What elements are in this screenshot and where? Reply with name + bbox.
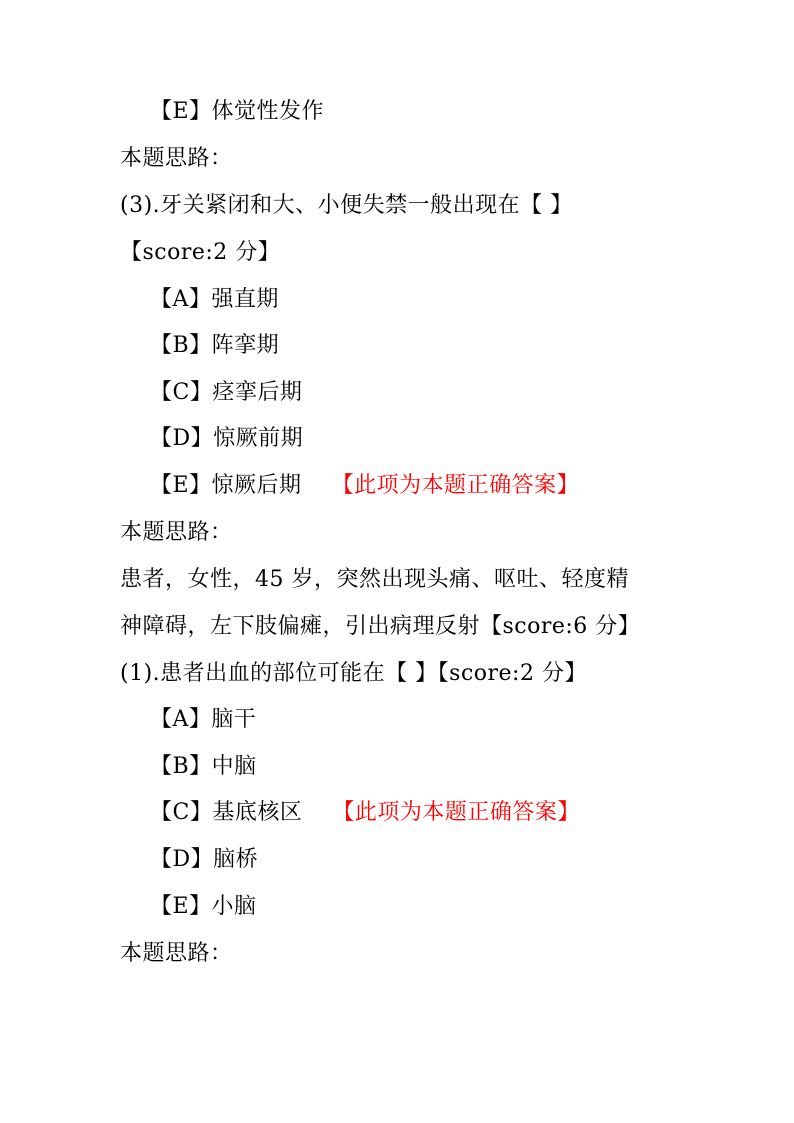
option-text: 【D】惊厥前期 [150, 426, 304, 451]
q3-option-b [150, 331, 279, 361]
option-text: 【B】中脑 [150, 754, 257, 779]
q3-option-e [150, 471, 579, 501]
option-text: 【E】小脑 [150, 894, 257, 919]
correct-answer-tag: 【此项为本题正确答案】 [332, 800, 580, 825]
option-text: 【C】基底核区 [150, 800, 303, 825]
option-text: 【A】强直期 [150, 287, 279, 312]
sub1-option-a [150, 705, 256, 735]
case-description-line-1: 患者，女性，45 岁，突然出现头痛、呕吐、轻度精 [120, 567, 629, 592]
sub1-option-e [150, 892, 257, 922]
sub1-question-stem: (1).患者出血的部位可能在【 】【score:2 分】 [120, 661, 587, 686]
option-text: 【B】阵挛期 [150, 333, 280, 358]
q3-option-d [150, 424, 303, 454]
q2-analysis-label: 本题思路： [120, 146, 233, 171]
sub1-option-d [150, 845, 258, 875]
sub1-option-b [150, 752, 257, 782]
option-text: 【D】脑桥 [150, 847, 259, 872]
correct-answer-tag: 【此项为本题正确答案】 [331, 473, 580, 498]
option-text: 【C】痉挛后期 [150, 380, 303, 405]
q3-score: 【score:2 分】 [120, 240, 281, 265]
q3-option-a [150, 285, 279, 315]
sub1-option-c [150, 798, 580, 828]
option-text: 【E】惊厥后期 [150, 473, 302, 498]
q2-option-e: 【E】体觉性发作 [150, 99, 325, 124]
q3-question-stem: (3).牙关紧闭和大、小便失禁一般出现在【 】 [120, 193, 573, 218]
q3-analysis-label: 本题思路： [120, 520, 233, 545]
q3-option-c [150, 378, 302, 408]
case-description-line-2: 神障碍，左下肢偏瘫，引出病理反射【score:6 分】 [120, 614, 641, 639]
option-text: 【A】脑干 [150, 707, 257, 732]
sub1-analysis-label: 本题思路： [120, 941, 233, 966]
